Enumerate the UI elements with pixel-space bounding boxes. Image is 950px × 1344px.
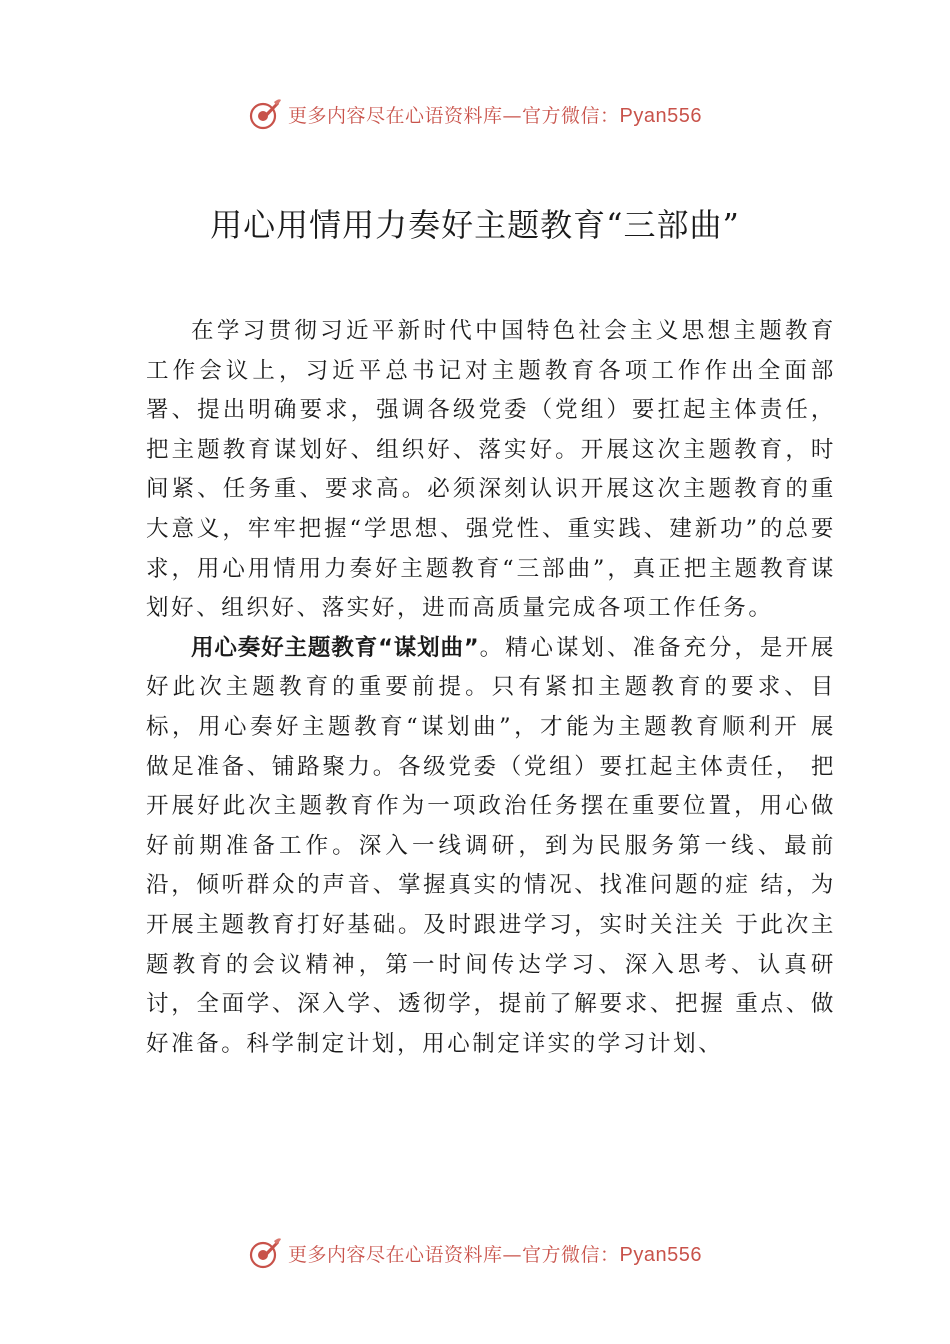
banner-text xyxy=(288,1240,702,1267)
quill-seal-logo-icon xyxy=(248,97,282,131)
header-watermark-banner xyxy=(0,94,950,134)
banner-main-text: 更多内容尽在心语资料库 xyxy=(288,104,503,127)
footer-watermark-banner xyxy=(0,1233,950,1273)
paragraph xyxy=(146,629,836,1065)
paragraph-text: 。精心谋划、准备充分，是开展好此次主题教育的重要前提。只有紧扣主题教育的要求、目标，用心奏好主题教育“谋划曲”，才能为主题教育顺利开 展做足准备、铺路聚力。各级党委（党组）要扛起主体责任， 把开展好此次主题教育作为一项政治任务摆在重要位置，用心做好前期准备工作。深入一线调研，到为民服务第一线、最前沿，倾听群众的声音、掌握真实的情况、找准问题的症 结，为开展主题教育打好基础。及时跟进学习，实时关注关 于此次主题教育的会议精神，第一时间传达学习、深入思考、认真研讨，全面学、深入学、透彻学，提前了解要求、把握 重点、做好准备。科学制定计划，用心制定详实的学习计划、 xyxy=(146,634,836,1057)
document-body xyxy=(146,312,836,1064)
banner-account: Pyan556 xyxy=(619,1243,702,1266)
banner-dash: — xyxy=(502,104,523,127)
paragraph-lead-heading: 用心奏好主题教育“谋划曲” xyxy=(191,634,480,661)
quill-seal-logo-icon xyxy=(248,1236,282,1270)
paragraph-text: 在学习贯彻习近平新时代中国特色社会主义思想主题教育工作会议上，习近平总书记对主题教育各项工作作出全面部署、提出明确要求，强调各级党委（党组）要扛起主体责任，把主题教育谋划好、组织好、落实好。开展这次主题教育，时间紧、任务重、要求高。必须深刻认识开展这次主题教育的重大意义，牢牢把握“学思想、强党性、重实践、建新功”的总要求，用心用情用力奏好主题教育“三部曲”，真正把主题教育谋划好、组织好、落实好，进而高质量完成各项工作任务。 xyxy=(146,318,836,622)
banner-label: 官方微信： xyxy=(522,1243,620,1266)
document-title: 用心用情用力奏好主题教育“三部曲” xyxy=(210,206,740,244)
paragraph xyxy=(146,312,836,629)
banner-account: Pyan556 xyxy=(619,104,702,127)
banner-label: 官方微信： xyxy=(522,104,620,127)
banner-text xyxy=(288,101,702,128)
banner-dash: — xyxy=(502,1243,523,1266)
banner-main-text: 更多内容尽在心语资料库 xyxy=(288,1243,503,1266)
